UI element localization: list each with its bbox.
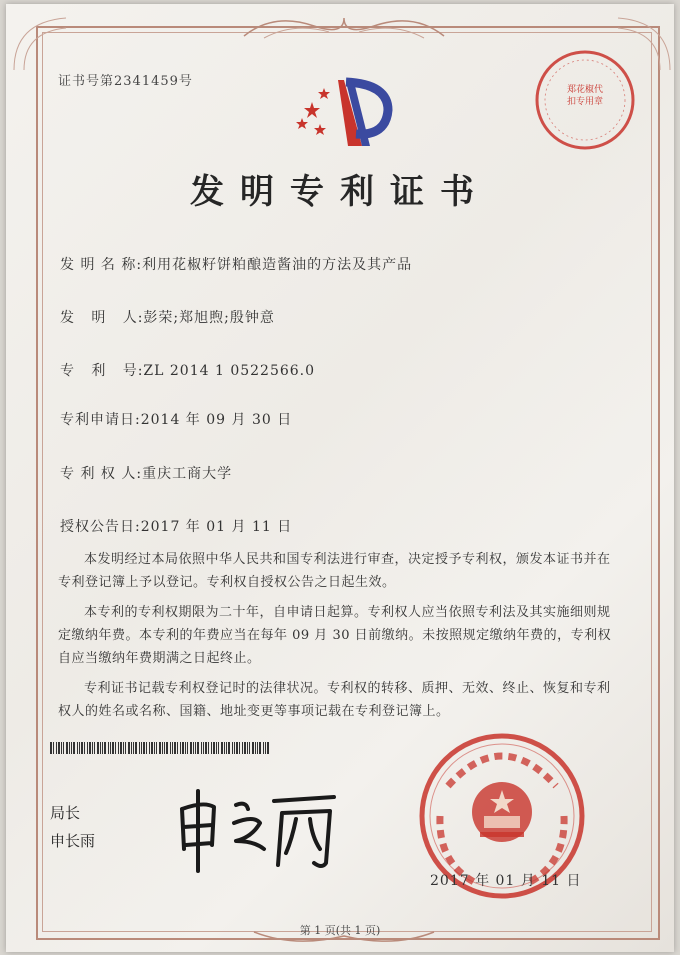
agency-seal-text: 郑花椒代扣专用章 <box>566 85 603 107</box>
director-signature <box>174 779 344 879</box>
certificate-sheet <box>6 4 674 952</box>
invention-name-value: 利用花椒籽饼粕酿造酱油的方法及其产品 <box>142 257 413 273</box>
patentee-label: 专 利 权 人: <box>60 466 143 482</box>
grant-date-value: 2017 年 01 月 11 日 <box>140 519 293 535</box>
certificate-title: 发明专利证书 <box>190 172 490 212</box>
patentee-row <box>60 463 232 483</box>
inventor-row <box>60 307 275 327</box>
seal-date: 2017 年 01 月 11 日 <box>430 873 582 889</box>
patent-number-label: 专 利 号: <box>60 363 144 379</box>
page-footer: 第 1 页(共 1 页) <box>299 924 381 937</box>
grant-date-row <box>60 516 292 536</box>
filing-date-row <box>60 409 292 429</box>
body-paragraph-2: 本专利的专利权期限为二十年，自申请日起算。专利权人应当依照专利法及其实施细则规定缴纳年费。本专利的年费应当在每年 09 月 30 日前缴纳。未按照规定缴纳年费的，专利权自应当缴纳年费期满之日起终止。 <box>58 605 612 666</box>
body-paragraph-1: 本发明经过本局依照中华人民共和国专利法进行审查，决定授予专利权，颁发本证书并在专利登记簿上予以登记。专利权自授权公告之日起生效。 <box>58 552 611 590</box>
patent-number-value: ZL 2014 1 0522566.0 <box>143 363 316 379</box>
invention-name-row <box>60 254 412 274</box>
grant-date-label: 授权公告日: <box>60 519 141 535</box>
inventor-label: 发 明 人: <box>60 310 144 326</box>
patentee-value: 重庆工商大学 <box>142 466 233 482</box>
invention-name-label: 发 明 名 称: <box>60 257 143 273</box>
patent-office-logo <box>292 74 402 154</box>
corner-ornament-top <box>234 8 454 42</box>
inventor-value: 彭荣;郑旭煦;殷钟意 <box>143 310 275 326</box>
filing-date-label: 专利申请日: <box>60 412 141 428</box>
patent-number-row <box>60 360 315 380</box>
director-name: 申长雨 <box>50 832 96 850</box>
certificate-body <box>58 548 618 730</box>
corner-ornament-left-top <box>10 14 70 74</box>
barcode <box>50 742 270 754</box>
certificate-number: 证书号第2341459号 <box>58 74 193 89</box>
body-paragraph-3: 专利证书记载专利权登记时的法律状况。专利权的转移、质押、无效、终止、恢复和专利权人的姓名或名称、国籍、地址变更等事项记载在专利登记簿上。 <box>58 681 611 719</box>
filing-date-value: 2014 年 09 月 30 日 <box>140 412 293 428</box>
director-title: 局长 <box>50 804 81 822</box>
